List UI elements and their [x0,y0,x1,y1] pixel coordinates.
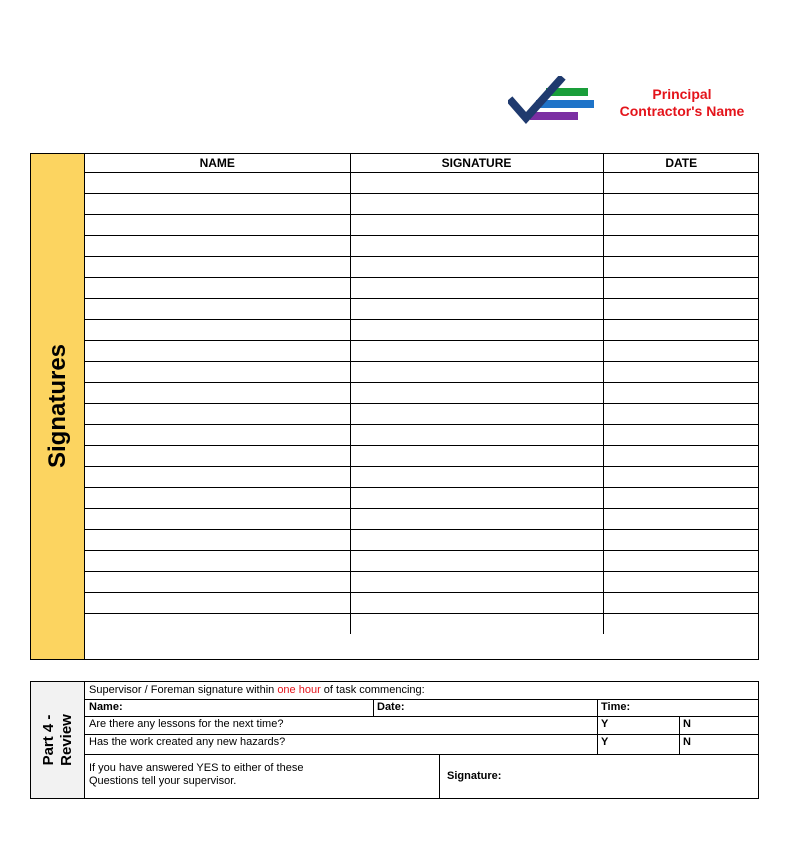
name-cell[interactable] [85,445,350,466]
column-header-name: NAME [85,154,350,172]
date-cell[interactable] [603,172,759,193]
checkmark-logo-icon [508,76,600,128]
name-cell[interactable] [85,487,350,508]
signature-cell[interactable] [350,445,603,466]
question-lessons: Are there any lessons for the next time? [89,718,284,730]
date-cell[interactable] [603,361,759,382]
signature-cell[interactable] [350,319,603,340]
review-side-label [40,714,76,766]
contractor-name-line2: Contractor's Name [619,103,745,119]
signature-cell[interactable] [350,466,603,487]
name-cell[interactable] [85,550,350,571]
signature-row [85,466,759,487]
signatures-header-row [85,154,759,172]
name-cell[interactable] [85,508,350,529]
signature-cell[interactable] [350,277,603,298]
signature-cell[interactable] [350,256,603,277]
name-cell[interactable] [85,361,350,382]
date-cell[interactable] [603,382,759,403]
signature-row [85,277,759,298]
date-cell[interactable] [603,214,759,235]
date-cell[interactable] [603,319,759,340]
signature-cell[interactable] [350,193,603,214]
name-cell[interactable] [85,256,350,277]
review-side-panel [31,682,85,798]
signature-cell[interactable] [350,550,603,571]
supervisor-text-before: Supervisor / Foreman signature within [89,684,278,696]
name-cell[interactable] [85,613,350,634]
name-cell[interactable] [85,235,350,256]
contractor-name [604,86,760,120]
supervisor-time-field[interactable]: Time: [601,701,631,713]
signature-row [85,382,759,403]
review-section [30,681,759,799]
signature-row [85,319,759,340]
name-cell[interactable] [85,466,350,487]
signatures-side-label: Signatures [44,343,71,469]
signature-cell[interactable] [350,403,603,424]
signature-cell[interactable] [350,508,603,529]
signature-row [85,193,759,214]
column-header-signature: SIGNATURE [350,154,603,172]
review-side-label-line2: Review [58,714,75,766]
name-cell[interactable] [85,403,350,424]
date-cell[interactable] [603,613,759,634]
date-cell[interactable] [603,193,759,214]
signature-row [85,445,759,466]
date-cell[interactable] [603,445,759,466]
question-hazards: Has the work created any new hazards? [89,736,286,748]
date-cell[interactable] [603,487,759,508]
hazards-yes-option[interactable]: Y [601,736,609,748]
signature-row [85,403,759,424]
signature-row [85,298,759,319]
signature-row [85,235,759,256]
signature-row [85,508,759,529]
contractor-name-line1: Principal [652,86,712,102]
logo-bar-purple [530,112,578,120]
signatures-table [85,154,759,634]
column-header-date: DATE [603,154,759,172]
signature-row [85,361,759,382]
date-cell[interactable] [603,256,759,277]
date-cell[interactable] [603,550,759,571]
signatures-section [30,153,759,660]
signature-cell[interactable] [350,235,603,256]
supervisor-date-field[interactable]: Date: [377,701,405,713]
date-cell[interactable] [603,403,759,424]
signature-row [85,592,759,613]
signature-cell[interactable] [350,382,603,403]
signature-row [85,340,759,361]
signature-cell[interactable] [350,298,603,319]
signature-cell[interactable] [350,172,603,193]
signatures-side-panel [31,154,85,659]
name-cell[interactable] [85,214,350,235]
name-cell[interactable] [85,298,350,319]
signature-cell[interactable] [350,529,603,550]
name-cell[interactable] [85,529,350,550]
signature-row [85,172,759,193]
date-cell[interactable] [603,340,759,361]
signature-row [85,550,759,571]
signature-row [85,256,759,277]
name-cell[interactable] [85,277,350,298]
date-cell[interactable] [603,466,759,487]
signature-row [85,529,759,550]
name-cell[interactable] [85,592,350,613]
supervisor-notice-line1: If you have answered YES to either of these [89,762,304,774]
name-cell[interactable] [85,172,350,193]
name-cell[interactable] [85,382,350,403]
signature-cell[interactable] [350,361,603,382]
signature-cell[interactable] [350,340,603,361]
supervisor-notice-line2: Questions tell your supervisor. [89,775,237,787]
name-cell[interactable] [85,193,350,214]
signature-cell[interactable] [350,214,603,235]
lessons-no-option[interactable]: N [683,718,691,730]
supervisor-text-after: of task commencing: [320,684,425,696]
date-cell[interactable] [603,277,759,298]
signature-row [85,424,759,445]
supervisor-text-highlight: one hour [277,684,321,696]
review-side-label-line1: Part 4 - [40,714,57,766]
name-cell[interactable] [85,340,350,361]
name-cell[interactable] [85,424,350,445]
signature-cell[interactable] [350,613,603,634]
date-cell[interactable] [603,592,759,613]
date-cell[interactable] [603,529,759,550]
supervisor-instruction [85,682,759,699]
name-cell[interactable] [85,319,350,340]
name-cell[interactable] [85,571,350,592]
supervisor-name-field[interactable]: Name: [89,701,123,713]
date-cell[interactable] [603,508,759,529]
signature-cell[interactable] [350,571,603,592]
date-cell[interactable] [603,235,759,256]
signature-cell[interactable] [350,424,603,445]
signature-row [85,487,759,508]
signature-row [85,613,759,634]
review-signature-field[interactable]: Signature: [447,770,502,782]
date-cell[interactable] [603,424,759,445]
signature-cell[interactable] [350,592,603,613]
supervisor-notice [85,760,439,798]
lessons-yes-option[interactable]: Y [601,718,609,730]
review-grid [85,682,759,798]
signature-row [85,571,759,592]
date-cell[interactable] [603,298,759,319]
signature-row [85,214,759,235]
signature-cell[interactable] [350,487,603,508]
date-cell[interactable] [603,571,759,592]
hazards-no-option[interactable]: N [683,736,691,748]
